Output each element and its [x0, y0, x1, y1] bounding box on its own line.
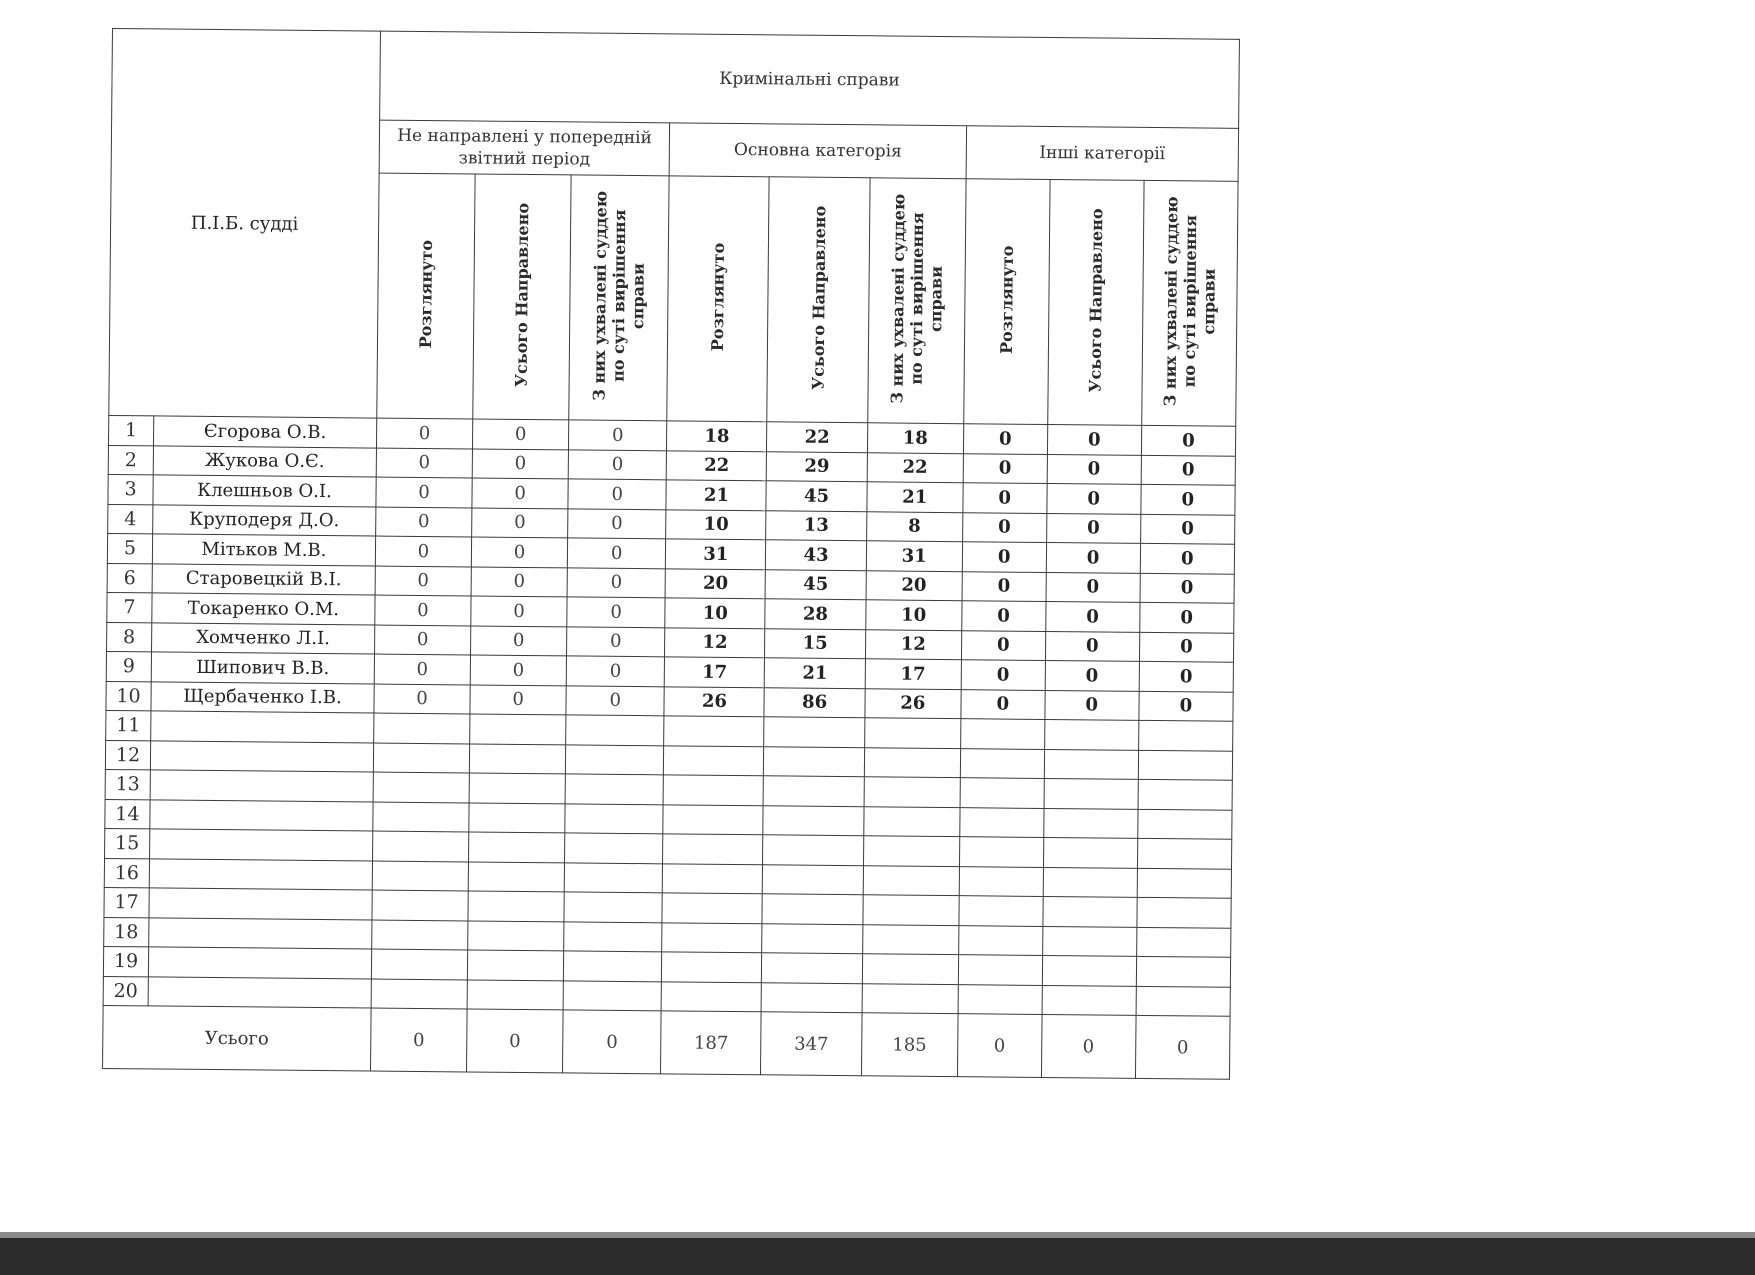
- table-cell: [371, 979, 467, 1009]
- table-cell: [958, 984, 1042, 1014]
- table-cell: [467, 950, 563, 980]
- table-cell: 0: [374, 625, 470, 655]
- table-cell: 0: [471, 566, 567, 596]
- table-cell: 10: [666, 509, 766, 539]
- table-cell: 43: [766, 540, 866, 570]
- row-number: 10: [106, 681, 151, 711]
- table-cell: [864, 777, 960, 807]
- table-cell: 0: [1140, 543, 1235, 573]
- criminal-cases-title: Кримінальні справи: [380, 31, 1240, 128]
- row-number: 1: [108, 415, 153, 445]
- table-cell: 0: [1139, 691, 1234, 721]
- table-cell: 20: [665, 568, 765, 598]
- judge-name: Шипович В.В.: [151, 652, 374, 684]
- table-cell: 0: [567, 626, 665, 656]
- total-cell: 187: [661, 1011, 762, 1075]
- table-cell: [468, 891, 564, 921]
- table-cell: 0: [1141, 455, 1236, 485]
- judge-name: Старовецкій В.І.: [152, 563, 375, 595]
- table-cell: [1043, 837, 1137, 867]
- table-cell: 0: [963, 424, 1047, 454]
- table-cell: 0: [376, 418, 472, 448]
- total-label: Усього: [103, 1005, 371, 1071]
- table-cell: 0: [374, 684, 470, 714]
- table-cell: [373, 772, 469, 802]
- table-cell: [662, 893, 762, 923]
- row-number: 4: [108, 504, 153, 534]
- column-header: [667, 176, 770, 422]
- table-cell: [958, 925, 1042, 955]
- table-cell: 17: [664, 657, 764, 687]
- table-cell: [469, 832, 565, 862]
- table-cell: 0: [1139, 661, 1234, 691]
- table-cell: 31: [866, 541, 962, 571]
- table-cell: [662, 952, 762, 982]
- table-cell: 0: [1046, 542, 1140, 572]
- table-cell: [564, 921, 662, 951]
- table-cell: 0: [963, 453, 1047, 483]
- table-cell: 0: [1046, 513, 1140, 543]
- table-cell: 28: [765, 599, 865, 629]
- table-cell: [470, 714, 566, 744]
- table-cell: [863, 865, 959, 895]
- table-cell: [1043, 808, 1137, 838]
- judge-name: [150, 770, 373, 802]
- table-cell: [958, 955, 1042, 985]
- table-cell: [565, 744, 663, 774]
- table-cell: [663, 863, 763, 893]
- table-cell: [863, 836, 959, 866]
- total-cell: 347: [761, 1012, 862, 1076]
- table-cell: 0: [1045, 631, 1139, 661]
- table-cell: 0: [375, 566, 471, 596]
- table-cell: 12: [865, 629, 961, 659]
- column-header-label: З них ухвалені суддею по суті вирішення справи: [589, 190, 648, 401]
- table-cell: [564, 862, 662, 892]
- table-cell: [763, 835, 863, 865]
- table-cell: 0: [1047, 483, 1141, 513]
- table-cell: 26: [865, 688, 961, 718]
- table-cell: [469, 773, 565, 803]
- table-cell: [862, 924, 958, 954]
- row-number: 7: [107, 592, 152, 622]
- row-number: 6: [107, 563, 152, 593]
- table-cell: 0: [1140, 573, 1235, 603]
- table-cell: 0: [471, 537, 567, 567]
- judge-name: [150, 829, 373, 861]
- table-cell: 21: [666, 480, 766, 510]
- column-header-label: З них ухвалені суддею по суті вирішення справи: [887, 193, 946, 404]
- table-cell: [1043, 896, 1137, 926]
- table-cell: 0: [1047, 454, 1141, 484]
- table-cell: [1137, 868, 1232, 898]
- table-cell: [1044, 749, 1138, 779]
- table-cell: [959, 896, 1043, 926]
- table-cell: 0: [1141, 425, 1236, 455]
- table-cell: [959, 866, 1043, 896]
- table-cell: 20: [866, 570, 962, 600]
- table-cell: 45: [766, 569, 866, 599]
- table-cell: 0: [963, 483, 1047, 513]
- table-cell: 0: [376, 477, 472, 507]
- table-cell: 21: [765, 658, 865, 688]
- table-cell: [563, 980, 661, 1010]
- row-number: 11: [106, 710, 151, 740]
- table-cell: [373, 743, 469, 773]
- table-cell: [960, 748, 1044, 778]
- table-cell: 18: [867, 423, 963, 453]
- table-cell: [565, 833, 663, 863]
- table-cell: [1042, 926, 1136, 956]
- judge-name: [150, 740, 373, 772]
- column-header-label: Розглянуто: [996, 245, 1017, 354]
- judge-name-header: П.І.Б. судді: [109, 29, 381, 419]
- table-cell: 29: [767, 451, 867, 481]
- table-cell: [372, 920, 468, 950]
- table-cell: [764, 746, 864, 776]
- table-cell: [564, 951, 662, 981]
- table-cell: 0: [1140, 514, 1235, 544]
- table-cell: 0: [376, 507, 472, 537]
- table-cell: [863, 806, 959, 836]
- row-number: 9: [106, 651, 151, 681]
- table-cell: [1042, 985, 1136, 1015]
- table-cell: [864, 747, 960, 777]
- row-number: 14: [105, 799, 150, 829]
- total-cell: 0: [1041, 1014, 1136, 1078]
- table-cell: 0: [961, 660, 1045, 690]
- total-cell: 0: [957, 1014, 1041, 1078]
- table-cell: [565, 803, 663, 833]
- row-number: 15: [105, 828, 150, 858]
- column-header-label: Усього Направлено: [808, 205, 829, 390]
- column-header-label: Розглянуто: [708, 242, 729, 352]
- table-cell: 0: [1139, 602, 1234, 632]
- table-cell: 0: [1047, 424, 1141, 454]
- table-cell: [762, 894, 862, 924]
- column-header: [473, 174, 571, 420]
- table-cell: 86: [764, 687, 864, 717]
- table-cell: 0: [566, 656, 664, 686]
- table-cell: 0: [1139, 632, 1234, 662]
- table-cell: 0: [567, 538, 665, 568]
- table-cell: [1138, 720, 1233, 750]
- table-cell: [1137, 838, 1232, 868]
- table-cell: [1044, 719, 1138, 749]
- table-cell: [960, 807, 1044, 837]
- table-cell: 0: [471, 596, 567, 626]
- table-cell: 13: [766, 510, 866, 540]
- table-cell: 0: [1045, 660, 1139, 690]
- judge-name: Клешньов О.І.: [153, 475, 376, 507]
- table-cell: 0: [471, 625, 567, 655]
- judge-name: [151, 711, 374, 743]
- column-header: [767, 177, 870, 423]
- table-cell: [663, 804, 763, 834]
- table-cell: [564, 892, 662, 922]
- table-cell: 10: [665, 598, 765, 628]
- table-cell: [863, 895, 959, 925]
- table-cell: 0: [1045, 601, 1139, 631]
- table-cell: 31: [666, 539, 766, 569]
- column-header: [1047, 180, 1143, 426]
- table-cell: [1042, 955, 1136, 985]
- table-cell: 0: [1141, 484, 1236, 514]
- table-cell: [764, 717, 864, 747]
- table-cell: 22: [666, 450, 766, 480]
- table-cell: [764, 776, 864, 806]
- row-number: 3: [108, 474, 153, 504]
- table-cell: 0: [961, 630, 1045, 660]
- table-cell: [1043, 867, 1137, 897]
- table-cell: 0: [568, 508, 666, 538]
- table-cell: 0: [472, 507, 568, 537]
- judge-name: [149, 917, 372, 949]
- row-number: 18: [104, 917, 149, 947]
- table-cell: 0: [568, 479, 666, 509]
- table-cell: [762, 923, 862, 953]
- group-header-main-category: Основна категорія: [669, 123, 966, 179]
- table-cell: 0: [472, 448, 568, 478]
- table-cell: [469, 802, 565, 832]
- group-header-other-categories: Інші категорії: [966, 126, 1239, 182]
- column-header-label: З них ухвалені суддею по суті вирішення справи: [1160, 196, 1219, 407]
- table-cell: 0: [375, 536, 471, 566]
- table-cell: 15: [765, 628, 865, 658]
- table-cell: 0: [569, 420, 667, 450]
- table-cell: [468, 861, 564, 891]
- table-cell: [1138, 750, 1233, 780]
- table-cell: [1136, 927, 1231, 957]
- table-cell: [960, 719, 1044, 749]
- judge-name: [149, 888, 372, 920]
- table-cell: [762, 982, 862, 1012]
- table-cell: [960, 778, 1044, 808]
- column-header: [1141, 180, 1238, 426]
- total-cell: 0: [1135, 1015, 1230, 1079]
- table-cell: 0: [374, 654, 470, 684]
- table-cell: 0: [1046, 572, 1140, 602]
- table-cell: [565, 774, 663, 804]
- row-number: 5: [107, 533, 152, 563]
- table-cell: 10: [865, 600, 961, 630]
- table-cell: 8: [866, 511, 962, 541]
- table-cell: [663, 834, 763, 864]
- judge-name: Круподеря Д.О.: [153, 504, 376, 536]
- row-number: 12: [105, 740, 150, 770]
- judge-name: [149, 858, 372, 890]
- table-cell: [468, 920, 564, 950]
- table-cell: [469, 743, 565, 773]
- table-cell: [1136, 986, 1231, 1016]
- table-cell: 22: [767, 422, 867, 452]
- total-row: [103, 1005, 1231, 1079]
- table-cell: [862, 983, 958, 1013]
- total-cell: 185: [861, 1013, 958, 1077]
- table-cell: [1136, 956, 1231, 986]
- table-cell: 0: [567, 597, 665, 627]
- judge-name: Мітьков М.В.: [152, 534, 375, 566]
- row-number: 8: [107, 622, 152, 652]
- table-cell: [663, 775, 763, 805]
- table-cell: [372, 861, 468, 891]
- table-cell: [373, 802, 469, 832]
- table-cell: [467, 979, 563, 1009]
- table-cell: 0: [568, 449, 666, 479]
- table-cell: 0: [470, 655, 566, 685]
- judge-name: Єгорова О.В.: [153, 416, 376, 448]
- table-cell: 0: [472, 419, 568, 449]
- table-cell: 0: [566, 685, 664, 715]
- total-cell: 0: [467, 1009, 564, 1073]
- table-cell: 0: [472, 478, 568, 508]
- row-number: 20: [103, 976, 148, 1006]
- group-header-not-sent: Не направлені у попередній звітний період: [379, 120, 670, 176]
- judge-name: Жукова О.Є.: [153, 445, 376, 477]
- table-cell: [1137, 809, 1232, 839]
- table-cell: [661, 981, 761, 1011]
- judge-name: Токаренко О.М.: [152, 593, 375, 625]
- table-cell: [862, 954, 958, 984]
- column-header: [569, 175, 670, 421]
- table-cell: 0: [962, 512, 1046, 542]
- row-number: 16: [104, 858, 149, 888]
- judge-name: [148, 947, 371, 979]
- column-header: [377, 173, 475, 419]
- report-sheet: [102, 28, 1240, 1080]
- table-cell: [959, 837, 1043, 867]
- row-number: 17: [104, 887, 149, 917]
- table-cell: [1044, 778, 1138, 808]
- table-cell: 0: [962, 542, 1046, 572]
- table-cell: [664, 716, 764, 746]
- table-cell: 0: [567, 567, 665, 597]
- table-cell: [374, 713, 470, 743]
- row-number: 13: [105, 769, 150, 799]
- column-header: [964, 179, 1050, 425]
- table-cell: 26: [664, 686, 764, 716]
- row-number: 19: [103, 946, 148, 976]
- table-cell: [566, 715, 664, 745]
- table-cell: 21: [867, 482, 963, 512]
- table-cell: 0: [375, 595, 471, 625]
- table-cell: 0: [470, 684, 566, 714]
- judge-name: Хомченко Л.І.: [151, 622, 374, 654]
- table-cell: 0: [961, 689, 1045, 719]
- table-cell: 0: [962, 601, 1046, 631]
- table-cell: [763, 864, 863, 894]
- table-cell: 18: [667, 421, 767, 451]
- column-header-label: Усього Направлено: [1085, 208, 1106, 393]
- judge-name: [148, 976, 371, 1008]
- judge-name: [150, 799, 373, 831]
- table-cell: 0: [376, 448, 472, 478]
- table-cell: [1138, 779, 1233, 809]
- table-cell: 0: [1045, 690, 1139, 720]
- row-number: 2: [108, 445, 153, 475]
- table-cell: [371, 949, 467, 979]
- scanner-edge: [0, 1238, 1755, 1275]
- table-cell: [372, 890, 468, 920]
- table-cell: [372, 831, 468, 861]
- total-cell: 0: [370, 1008, 467, 1072]
- table-cell: [763, 805, 863, 835]
- table-cell: [662, 922, 762, 952]
- judge-name: Щербаченко І.В.: [151, 681, 374, 713]
- column-header-label: Розглянуто: [415, 239, 436, 349]
- criminal-cases-table: [102, 28, 1240, 1080]
- table-cell: [762, 953, 862, 983]
- column-header-label: Усього Направлено: [511, 202, 533, 388]
- table-cell: 0: [962, 571, 1046, 601]
- column-header: [867, 178, 965, 424]
- table-cell: 45: [766, 481, 866, 511]
- table-cell: 17: [865, 659, 961, 689]
- table-cell: [664, 745, 764, 775]
- table-cell: 12: [665, 627, 765, 657]
- table-cell: [1137, 897, 1232, 927]
- table-cell: [864, 718, 960, 748]
- table-cell: 22: [867, 452, 963, 482]
- total-cell: 0: [563, 1010, 662, 1074]
